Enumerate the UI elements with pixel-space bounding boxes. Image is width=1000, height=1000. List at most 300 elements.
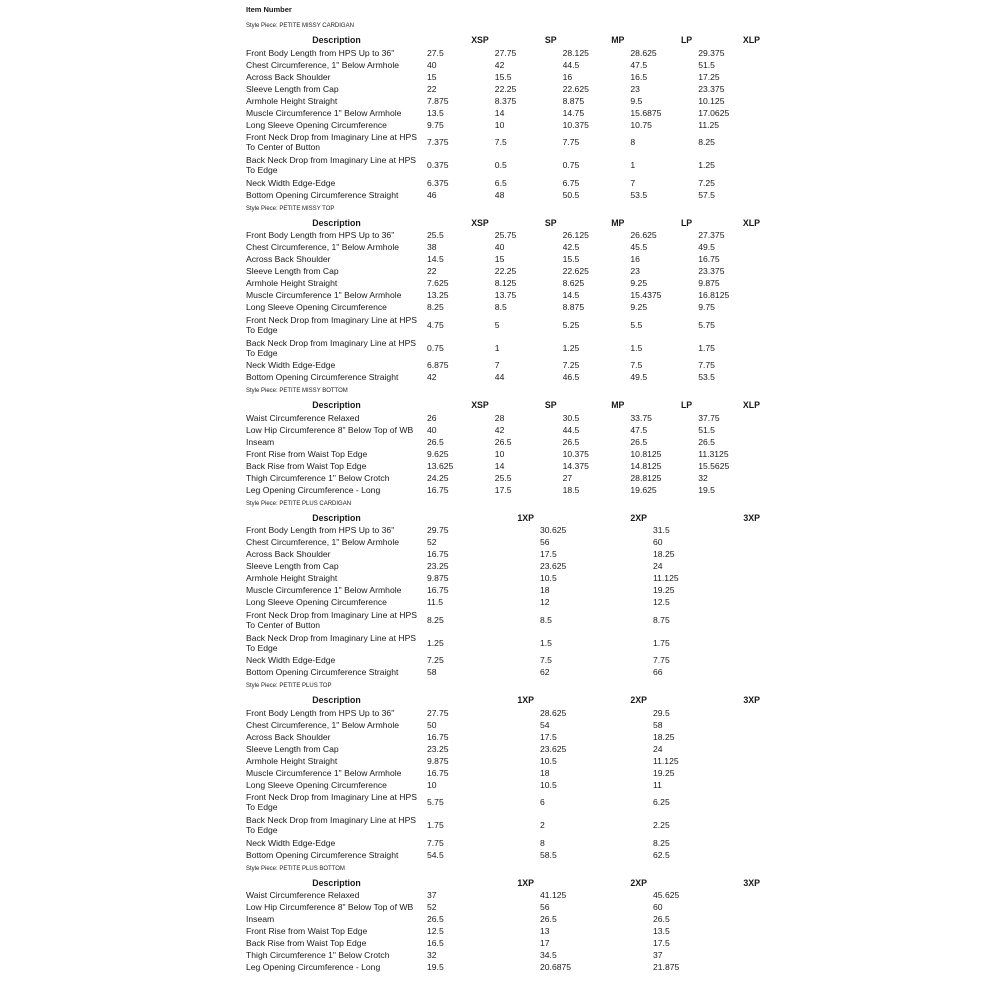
measurement-value: 2 bbox=[540, 820, 545, 831]
measurement-value: 8.625 bbox=[562, 278, 585, 289]
table-row bbox=[246, 585, 766, 597]
measurement-description: Back Rise from Waist Top Edge bbox=[246, 938, 367, 949]
table-header-row bbox=[246, 512, 766, 526]
measurement-value: 8.75 bbox=[653, 614, 670, 625]
measurement-description: Front Body Length from HPS Up to 36" bbox=[246, 230, 395, 241]
measurement-value: 31.5 bbox=[653, 525, 670, 536]
measurement-value: 8.5 bbox=[494, 302, 507, 313]
measurement-value: 11.3125 bbox=[698, 448, 729, 459]
measurement-value: 18.25 bbox=[653, 731, 675, 742]
measurement-value: 14.5 bbox=[562, 290, 580, 301]
table-row bbox=[246, 732, 766, 744]
measurement-value: 58 bbox=[427, 667, 437, 678]
measurement-description: Front Body Length from HPS Up to 36" bbox=[246, 47, 395, 58]
measurement-value: 42 bbox=[494, 424, 505, 435]
measurement-value: 46 bbox=[427, 189, 437, 200]
measurement-value: 10 bbox=[427, 779, 437, 790]
table-row bbox=[246, 950, 766, 962]
measurement-value: 7.25 bbox=[427, 655, 444, 666]
measurement-value: 44.5 bbox=[562, 424, 580, 435]
measurement-value: 28.125 bbox=[562, 47, 589, 58]
column-header-size: SP bbox=[544, 35, 557, 45]
measurement-value: 10 bbox=[494, 119, 505, 130]
table-row bbox=[246, 838, 766, 850]
table-row bbox=[246, 609, 766, 632]
measurement-value: 37.75 bbox=[698, 412, 720, 423]
measurement-value: 7.5 bbox=[630, 360, 643, 371]
measurement-value: 7.875 bbox=[427, 95, 449, 106]
table-header-row bbox=[246, 34, 766, 48]
measurement-description: Thigh Circumference 1" Below Crotch bbox=[246, 950, 390, 961]
style-piece-label: Style Piece: PETITE PLUS CARDIGAN bbox=[246, 500, 352, 507]
column-header-size: SP bbox=[544, 400, 557, 410]
measurement-value: 26.625 bbox=[630, 230, 657, 241]
measurement-value: 27.75 bbox=[494, 47, 517, 58]
measurement-value: 12.5 bbox=[427, 926, 444, 937]
table-row bbox=[246, 155, 766, 178]
measurement-value: 23 bbox=[630, 266, 640, 277]
item-number-label: Item Number bbox=[246, 5, 292, 14]
measurement-value: 7 bbox=[630, 177, 636, 188]
table-row bbox=[246, 242, 766, 254]
measurement-value: 28.8125 bbox=[630, 472, 662, 483]
measurement-value: 23.25 bbox=[427, 743, 449, 754]
table-row bbox=[246, 537, 766, 549]
measurement-value: 66 bbox=[653, 667, 663, 678]
measurement-description: Front Rise from Waist Top Edge bbox=[246, 448, 368, 459]
table-row bbox=[246, 744, 766, 756]
column-header-size: XSP bbox=[471, 217, 489, 228]
measurement-description: Inseam bbox=[246, 436, 275, 447]
measurement-value: 5.5 bbox=[630, 319, 643, 330]
measurement-description: Neck Width Edge-Edge bbox=[246, 655, 336, 666]
table-row bbox=[246, 337, 766, 360]
style-piece-label: Style Piece: PETITE PLUS TOP bbox=[246, 683, 332, 689]
column-header-size: 2XP bbox=[630, 695, 647, 705]
column-header-description: Description bbox=[312, 217, 361, 228]
measurement-description: Back Rise from Waist Top Edge bbox=[246, 460, 367, 471]
measurement-value: 19.5 bbox=[427, 962, 444, 973]
table-row bbox=[246, 461, 766, 473]
table-header-row bbox=[246, 217, 766, 231]
measurement-value: 26.5 bbox=[494, 436, 512, 447]
measurement-value: 14 bbox=[494, 460, 505, 471]
measurement-description: Armhole Height Straight bbox=[246, 278, 338, 289]
spec-table bbox=[246, 34, 766, 202]
table-row bbox=[246, 108, 766, 120]
measurement-description: Chest Circumference, 1" Below Armhole bbox=[246, 537, 400, 548]
table-row bbox=[246, 708, 766, 720]
measurement-value: 4.75 bbox=[427, 319, 444, 330]
column-header-description: Description bbox=[312, 35, 361, 45]
measurement-value: 8 bbox=[540, 837, 545, 848]
measurement-description: Long Sleeve Opening Circumference bbox=[246, 597, 387, 608]
measurement-description: Bottom Opening Circumference Straight bbox=[246, 667, 399, 678]
measurement-description: Front Body Length from HPS Up to 36" bbox=[246, 525, 395, 536]
column-header-size: MP bbox=[611, 35, 625, 45]
measurement-value: 6.75 bbox=[562, 177, 580, 188]
measurement-value: 42 bbox=[494, 59, 505, 70]
measurement-value: 1.25 bbox=[698, 160, 715, 171]
measurement-value: 16.75 bbox=[427, 731, 449, 742]
spec-section bbox=[246, 864, 766, 975]
measurement-value: 11.125 bbox=[653, 755, 679, 766]
measurement-value: 19.25 bbox=[653, 767, 675, 778]
measurement-value: 23.625 bbox=[540, 743, 567, 754]
measurement-value: 16.5 bbox=[630, 71, 648, 82]
measurement-value: 15.6875 bbox=[630, 107, 662, 118]
column-header-size: XLP bbox=[742, 35, 760, 45]
measurement-description: Sleeve Length from Cap bbox=[246, 743, 339, 754]
measurement-value: 7.5 bbox=[494, 137, 507, 148]
measurement-value: 9.75 bbox=[427, 119, 444, 130]
measurement-value: 10.8125 bbox=[630, 448, 662, 459]
measurement-value: 22.625 bbox=[562, 83, 589, 94]
measurement-value: 9.25 bbox=[630, 278, 648, 289]
column-header-size: 3XP bbox=[743, 877, 760, 888]
measurement-description: Bottom Opening Circumference Straight bbox=[246, 372, 399, 383]
measurement-value: 41.125 bbox=[540, 890, 567, 901]
measurement-value: 58 bbox=[653, 719, 663, 730]
measurement-value: 7.375 bbox=[427, 137, 449, 148]
measurement-value: 10.5 bbox=[540, 779, 557, 790]
measurement-value: 16.5 bbox=[427, 938, 444, 949]
measurement-value: 42.5 bbox=[562, 242, 580, 253]
table-row bbox=[246, 48, 766, 60]
table-header-row bbox=[246, 877, 766, 891]
column-header-size: 2XP bbox=[630, 512, 647, 523]
table-row bbox=[246, 96, 766, 108]
measurement-value: 13.625 bbox=[427, 460, 454, 471]
column-header-size: MP bbox=[611, 217, 625, 228]
measurement-value: 37 bbox=[653, 950, 663, 961]
spec-table bbox=[246, 399, 766, 497]
column-header-size: XLP bbox=[742, 400, 760, 410]
table-row bbox=[246, 230, 766, 242]
measurement-value: 27.75 bbox=[427, 707, 449, 718]
measurement-description: Back Neck Drop from Imaginary Line at HPS To Edge bbox=[246, 632, 417, 653]
column-header-size: XLP bbox=[742, 217, 760, 228]
measurement-value: 10.375 bbox=[562, 448, 589, 459]
measurement-value: 16.75 bbox=[427, 767, 449, 778]
table-row bbox=[246, 278, 766, 290]
column-header-size: 2XP bbox=[630, 877, 647, 888]
table-row bbox=[246, 437, 766, 449]
measurement-value: 15.4375 bbox=[630, 290, 662, 301]
measurement-value: 1.75 bbox=[427, 820, 444, 831]
measurement-value: 18.5 bbox=[562, 484, 580, 495]
measurement-value: 0.75 bbox=[427, 342, 444, 353]
measurement-value: 17.0625 bbox=[698, 107, 730, 118]
measurement-description: Low Hip Circumference 8" Below Top of WB bbox=[246, 902, 414, 913]
measurement-description: Inseam bbox=[246, 914, 275, 925]
measurement-value: 27.375 bbox=[698, 230, 725, 241]
measurement-value: 47.5 bbox=[630, 59, 648, 70]
measurement-value: 62 bbox=[540, 667, 550, 678]
measurement-value: 10.75 bbox=[630, 119, 652, 130]
measurement-value: 16.75 bbox=[427, 585, 449, 596]
measurement-value: 16.75 bbox=[698, 254, 720, 265]
measurement-value: 54 bbox=[540, 719, 550, 730]
measurement-value: 27.5 bbox=[427, 47, 444, 58]
measurement-value: 14 bbox=[494, 107, 505, 118]
measurement-description: Neck Width Edge-Edge bbox=[246, 360, 336, 371]
measurement-value: 51.5 bbox=[698, 59, 715, 70]
table-row bbox=[246, 190, 766, 202]
measurement-value: 53.5 bbox=[698, 372, 715, 383]
spec-section bbox=[246, 681, 766, 862]
measurement-description: Bottom Opening Circumference Straight bbox=[246, 189, 399, 200]
column-header-description: Description bbox=[312, 512, 361, 523]
table-row bbox=[246, 890, 766, 902]
measurement-value: 56 bbox=[540, 902, 550, 913]
measurement-value: 22.625 bbox=[562, 266, 589, 277]
measurement-value: 17.5 bbox=[494, 484, 512, 495]
style-piece-label: Style Piece: PETITE MISSY TOP bbox=[246, 205, 335, 212]
measurement-value: 5 bbox=[494, 319, 500, 330]
measurement-value: 8.875 bbox=[562, 302, 585, 313]
measurement-value: 28.625 bbox=[630, 47, 657, 58]
measurement-value: 19.25 bbox=[653, 585, 675, 596]
measurement-value: 47.5 bbox=[630, 424, 648, 435]
table-row bbox=[246, 178, 766, 190]
table-header-row bbox=[246, 694, 766, 708]
measurement-description: Long Sleeve Opening Circumference bbox=[246, 302, 387, 313]
measurement-value: 14.75 bbox=[562, 107, 585, 118]
table-row bbox=[246, 449, 766, 461]
measurement-value: 17 bbox=[540, 938, 550, 949]
measurement-value: 7 bbox=[494, 360, 500, 371]
measurement-description: Muscle Circumference 1" Below Armhole bbox=[246, 290, 402, 301]
style-piece-label: Style Piece: PETITE MISSY BOTTOM bbox=[246, 388, 348, 394]
measurement-value: 58.5 bbox=[540, 849, 557, 860]
table-row bbox=[246, 254, 766, 266]
column-header-size: XSP bbox=[471, 400, 489, 410]
measurement-value: 57.5 bbox=[698, 189, 715, 200]
measurement-value: 51.5 bbox=[698, 424, 715, 435]
measurement-value: 15 bbox=[494, 254, 505, 265]
table-header-row bbox=[246, 399, 766, 413]
measurement-description: Thigh Circumference 1" Below Crotch bbox=[246, 472, 390, 483]
measurement-value: 7.25 bbox=[562, 360, 580, 371]
measurement-description: Front Neck Drop from Imaginary Line at HPS To Center of Button bbox=[246, 609, 417, 630]
table-row bbox=[246, 60, 766, 72]
measurement-value: 8.5 bbox=[540, 614, 552, 625]
measurement-value: 29.375 bbox=[698, 47, 725, 58]
measurement-value: 22 bbox=[427, 83, 437, 94]
measurement-value: 46.5 bbox=[562, 372, 580, 383]
measurement-value: 17.5 bbox=[540, 549, 557, 560]
table-row bbox=[246, 902, 766, 914]
measurement-value: 60 bbox=[653, 902, 663, 913]
measurement-value: 24.25 bbox=[427, 472, 449, 483]
measurement-value: 48 bbox=[494, 189, 505, 200]
measurement-value: 10.125 bbox=[698, 95, 725, 106]
measurement-value: 28.625 bbox=[540, 707, 567, 718]
measurement-value: 0.75 bbox=[562, 160, 580, 171]
table-row bbox=[246, 597, 766, 609]
measurement-description: Back Neck Drop from Imaginary Line at HPS To Edge bbox=[246, 155, 417, 175]
measurement-description: Bottom Opening Circumference Straight bbox=[246, 849, 399, 860]
measurement-description: Muscle Circumference 1" Below Armhole bbox=[246, 767, 402, 778]
measurement-value: 7.75 bbox=[427, 837, 444, 848]
measurement-description: Leg Opening Circumference - Long bbox=[246, 484, 381, 495]
table-row bbox=[246, 632, 766, 655]
measurement-value: 18 bbox=[540, 767, 550, 778]
measurement-value: 56 bbox=[540, 537, 550, 548]
column-header-size: 1XP bbox=[517, 512, 534, 523]
spec-table bbox=[246, 512, 766, 680]
measurement-value: 22 bbox=[427, 266, 437, 277]
measurement-value: 7.75 bbox=[698, 360, 715, 371]
measurement-value: 25.75 bbox=[494, 230, 517, 241]
table-row bbox=[246, 756, 766, 768]
measurement-description: Armhole Height Straight bbox=[246, 573, 338, 584]
measurement-value: 21.875 bbox=[653, 962, 680, 973]
measurement-value: 11.5 bbox=[427, 597, 444, 608]
column-header-size: LP bbox=[680, 400, 693, 410]
measurement-description: Sleeve Length from Cap bbox=[246, 266, 339, 277]
measurement-value: 22.25 bbox=[494, 83, 517, 94]
measurement-value: 42 bbox=[427, 372, 437, 383]
measurement-value: 25.5 bbox=[427, 230, 444, 241]
measurement-value: 9.875 bbox=[427, 755, 449, 766]
measurement-value: 26.5 bbox=[562, 436, 580, 447]
measurement-value: 26.125 bbox=[562, 230, 589, 241]
column-header-description: Description bbox=[312, 877, 361, 888]
measurement-value: 50.5 bbox=[562, 189, 580, 200]
column-header-size: XSP bbox=[471, 35, 489, 45]
measurement-value: 0.5 bbox=[494, 160, 507, 171]
measurement-value: 38 bbox=[427, 242, 437, 253]
measurement-value: 45.5 bbox=[630, 242, 648, 253]
measurement-value: 17.5 bbox=[653, 938, 670, 949]
measurement-value: 7.625 bbox=[427, 278, 449, 289]
measurement-description: Leg Opening Circumference - Long bbox=[246, 962, 381, 973]
measurement-value: 6.25 bbox=[653, 797, 670, 808]
measurement-description: Chest Circumference, 1" Below Armhole bbox=[246, 719, 400, 730]
measurement-value: 8.125 bbox=[494, 278, 517, 289]
measurement-value: 26 bbox=[427, 412, 437, 423]
measurement-description: Chest Circumference, 1" Below Armhole bbox=[246, 59, 400, 70]
measurement-value: 62.5 bbox=[653, 849, 670, 860]
measurement-value: 16 bbox=[630, 254, 640, 265]
table-row bbox=[246, 962, 766, 974]
measurement-value: 16 bbox=[562, 71, 573, 82]
measurement-value: 49.5 bbox=[630, 372, 648, 383]
table-row bbox=[246, 132, 766, 155]
measurement-value: 7.75 bbox=[562, 137, 580, 148]
measurement-value: 5.25 bbox=[562, 319, 580, 330]
table-row bbox=[246, 780, 766, 792]
measurement-value: 14.375 bbox=[562, 460, 589, 471]
measurement-value: 6.875 bbox=[427, 360, 449, 371]
spec-section bbox=[246, 499, 766, 680]
measurement-value: 9.875 bbox=[427, 573, 449, 584]
table-row bbox=[246, 914, 766, 926]
table-row bbox=[246, 768, 766, 780]
table-row bbox=[246, 425, 766, 437]
measurement-value: 23 bbox=[630, 83, 640, 94]
measurement-value: 12 bbox=[540, 597, 550, 608]
measurement-value: 32 bbox=[698, 472, 708, 483]
measurement-description: Sleeve Length from Cap bbox=[246, 83, 339, 94]
measurement-value: 13.25 bbox=[427, 290, 449, 301]
measurement-value: 24 bbox=[653, 561, 663, 572]
measurement-value: 8 bbox=[630, 137, 636, 148]
measurement-value: 1.25 bbox=[427, 637, 444, 648]
measurement-value: 23.625 bbox=[540, 561, 567, 572]
measurement-description: Low Hip Circumference 8" Below Top of WB bbox=[246, 424, 414, 435]
measurement-value: 27 bbox=[562, 472, 573, 483]
spec-section bbox=[246, 21, 766, 202]
measurement-value: 13.5 bbox=[653, 926, 670, 937]
measurement-value: 11.125 bbox=[653, 573, 679, 584]
measurement-value: 28 bbox=[494, 412, 505, 423]
measurement-value: 6 bbox=[540, 797, 545, 808]
spec-table bbox=[246, 217, 766, 385]
measurement-value: 11 bbox=[653, 779, 662, 790]
column-header-size: 1XP bbox=[517, 877, 534, 888]
measurement-value: 30.625 bbox=[540, 525, 567, 536]
measurement-description: Front Neck Drop from Imaginary Line at HPS To Center of Button bbox=[246, 132, 417, 152]
measurement-value: 12.5 bbox=[653, 597, 670, 608]
table-row bbox=[246, 314, 766, 337]
measurement-value: 8.875 bbox=[562, 95, 585, 106]
table-row bbox=[246, 485, 766, 497]
measurement-value: 49.5 bbox=[698, 242, 715, 253]
measurement-description: Across Back Shoulder bbox=[246, 71, 331, 82]
measurement-value: 10 bbox=[494, 448, 505, 459]
column-header-description: Description bbox=[312, 400, 361, 410]
table-row bbox=[246, 720, 766, 732]
measurement-value: 1.75 bbox=[698, 342, 715, 353]
measurement-value: 13 bbox=[540, 926, 550, 937]
measurement-value: 37 bbox=[427, 890, 437, 901]
measurement-value: 16.75 bbox=[427, 484, 449, 495]
measurement-value: 8.25 bbox=[427, 302, 444, 313]
measurement-value: 7.5 bbox=[540, 655, 552, 666]
measurement-value: 15 bbox=[427, 71, 437, 82]
measurement-value: 23.25 bbox=[427, 561, 449, 572]
measurement-value: 15.5 bbox=[562, 254, 580, 265]
measurement-value: 14.5 bbox=[427, 254, 444, 265]
column-header-size: LP bbox=[680, 217, 693, 228]
measurement-description: Long Sleeve Opening Circumference bbox=[246, 119, 387, 130]
measurement-description: Waist Circumference Relaxed bbox=[246, 412, 360, 423]
measurement-value: 13.5 bbox=[427, 107, 444, 118]
table-row bbox=[246, 667, 766, 679]
table-row bbox=[246, 302, 766, 314]
measurement-description: Across Back Shoulder bbox=[246, 254, 331, 265]
table-row bbox=[246, 525, 766, 537]
table-row bbox=[246, 372, 766, 384]
measurement-value: 40 bbox=[427, 59, 437, 70]
measurement-value: 34.5 bbox=[540, 950, 557, 961]
measurement-value: 11.25 bbox=[698, 119, 720, 130]
measurement-value: 50 bbox=[427, 719, 437, 730]
measurement-value: 15.5625 bbox=[698, 460, 730, 471]
measurement-value: 40 bbox=[494, 242, 505, 253]
measurement-value: 29.75 bbox=[427, 525, 449, 536]
table-row bbox=[246, 792, 766, 815]
spec-table bbox=[246, 694, 766, 862]
measurement-value: 14.8125 bbox=[630, 460, 662, 471]
measurement-value: 7.25 bbox=[698, 177, 715, 188]
spec-table bbox=[246, 877, 766, 975]
measurement-value: 26.5 bbox=[540, 914, 557, 925]
measurement-value: 5.75 bbox=[427, 797, 444, 808]
